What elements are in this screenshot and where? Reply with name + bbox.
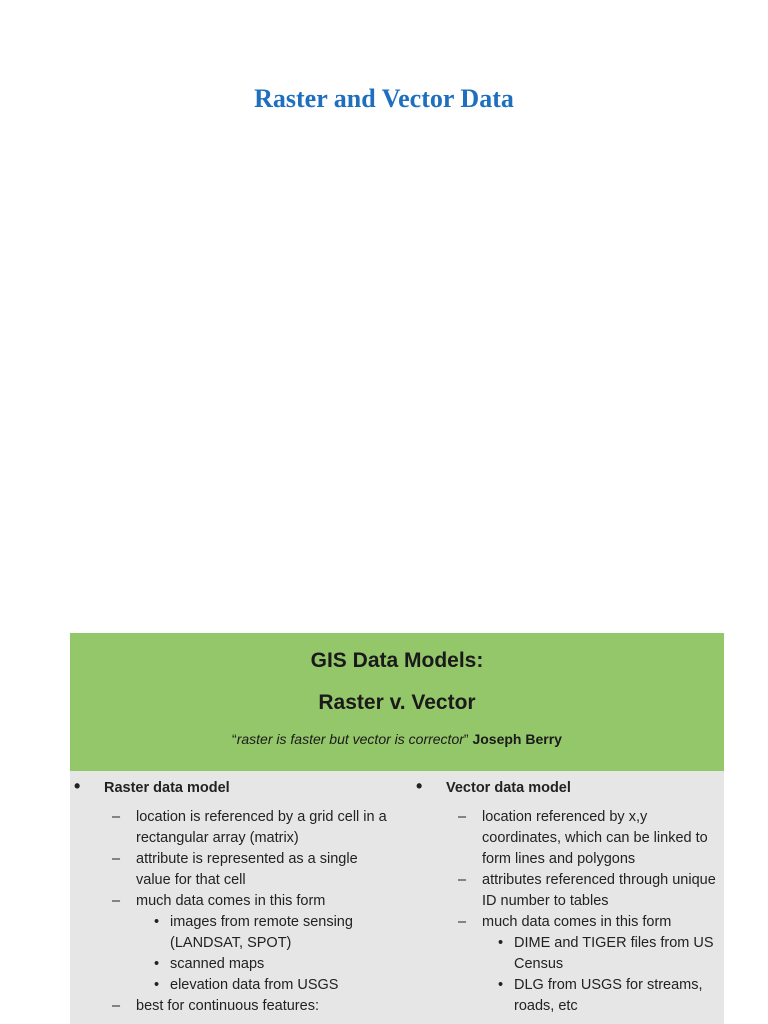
list-item xyxy=(70,954,390,975)
list-item xyxy=(70,891,390,912)
quote-close: ” xyxy=(463,731,469,747)
list-item xyxy=(70,975,390,996)
vector-list xyxy=(412,807,724,1017)
list-item-text: DIME and TIGER files from US Census xyxy=(514,935,714,972)
list-item-text: elevation data from USGS xyxy=(170,977,339,993)
list-item-text: scanned maps xyxy=(170,956,265,972)
bullet-icon: • xyxy=(154,914,160,930)
vector-heading xyxy=(412,777,724,807)
bullet-icon: • xyxy=(498,935,504,951)
quote-text: raster is faster but vector is corrector xyxy=(236,731,464,747)
slide-subtitle: Raster v. Vector xyxy=(318,691,476,714)
page-title: Raster and Vector Data xyxy=(254,84,514,113)
list-item xyxy=(412,912,724,933)
list-item-text: attributes referenced through unique ID number to tables xyxy=(482,872,716,909)
bullet-icon: • xyxy=(74,776,81,796)
bullet-icon: • xyxy=(416,776,423,796)
dash-icon: – xyxy=(112,809,121,825)
raster-heading-text: Raster data model xyxy=(104,780,230,796)
bullet-icon: • xyxy=(154,977,160,993)
bullet-icon: • xyxy=(154,956,160,972)
raster-column xyxy=(70,777,390,1017)
list-item xyxy=(70,912,390,954)
quote-author: Joseph Berry xyxy=(468,731,562,747)
dash-icon: – xyxy=(112,893,121,909)
bullet-icon: • xyxy=(498,977,504,993)
list-item-text: location is referenced by a grid cell in a rectangular array (matrix) xyxy=(136,809,387,846)
slide-image xyxy=(70,633,724,1024)
list-item-text: much data comes in this form xyxy=(136,893,326,909)
vector-column xyxy=(412,777,724,1017)
dash-icon: – xyxy=(112,851,121,867)
slide-quote xyxy=(70,731,724,747)
slide-title: GIS Data Models: xyxy=(310,649,484,672)
raster-list xyxy=(70,807,390,1017)
list-item xyxy=(70,996,390,1017)
list-item xyxy=(412,933,724,975)
list-item xyxy=(412,870,724,912)
raster-heading xyxy=(70,777,390,807)
list-item-text: images from remote sensing (LANDSAT, SPOT) xyxy=(170,914,353,951)
list-item-text: attribute is represented as a single value for that cell xyxy=(136,851,358,888)
list-item-text: best for continuous features: xyxy=(136,998,319,1014)
list-item xyxy=(70,807,390,849)
list-item-text: much data comes in this form xyxy=(482,914,672,930)
list-item xyxy=(70,849,390,891)
dash-icon: – xyxy=(112,998,121,1014)
vector-heading-text: Vector data model xyxy=(446,780,571,796)
list-item xyxy=(412,975,724,1017)
dash-icon: – xyxy=(458,809,467,825)
quote-open: “ xyxy=(232,731,237,747)
list-item xyxy=(412,807,724,870)
list-item-text: location referenced by x,y coordinates, which can be linked to form lines and polygons xyxy=(482,809,708,867)
slide-banner xyxy=(70,633,724,771)
dash-icon: – xyxy=(458,872,467,888)
list-item-text: DLG from USGS for streams, roads, etc xyxy=(514,977,703,1014)
dash-icon: – xyxy=(458,914,467,930)
